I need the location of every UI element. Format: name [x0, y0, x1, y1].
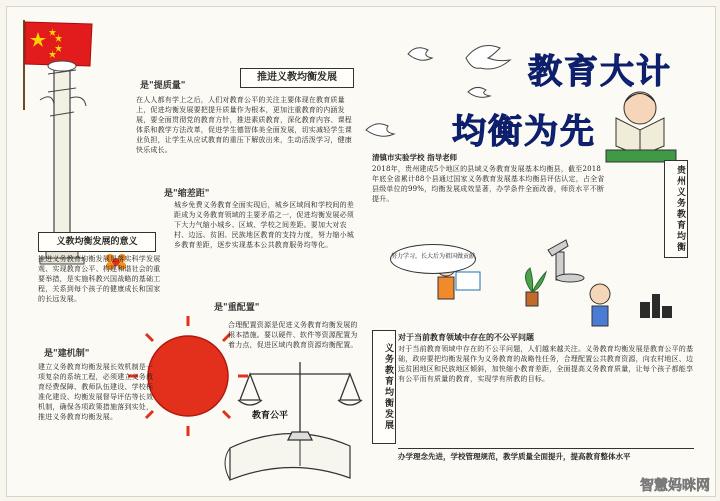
book-illustration	[225, 432, 350, 480]
footer-line: 办学理念先进，学校管理规范，教学质量全面提升，提高教育整体水平	[398, 448, 694, 462]
quality-text: 在人人都有学上之后，人们对教育公平的关注主要体现在教育质量上，促进均衡发展要把提升质量作为根本，更加注重教育的内涵发展，要全面贯彻党的教育方针，推进素质教育，深化教育内容、课程体系和教学方法改革，促进学生德智体美全面发展，切实减轻学生课业负担，让学生从应试教育的重压下解放出来，生动活泼学习，健康快乐成长。	[136, 96, 352, 154]
plant-illustration	[525, 268, 546, 306]
significance-heading: 义教均衡发展的意义	[38, 232, 156, 252]
quality-label: 是"提质量"	[140, 81, 186, 91]
guizhou-vertical-heading: 贵州义务教育均衡	[664, 160, 688, 258]
config-label: 是"重配置"	[214, 303, 260, 313]
speech-bubble: 努力学习，长大后为祖国做贡献	[390, 244, 476, 274]
guizhou-author: 清镇市实验学校 指导老师	[372, 153, 458, 162]
watermark: 智慧妈咪网	[640, 478, 710, 494]
mechanism-text: 建立义务教育均衡发展长效机制是一项复杂的系统工程，必须建立义务教育经费保障、教师队伍建设、学校标准化建设、均衡发展督导评估等长效机制，确保各项政策措施落到实处，推进义务教育均衡发展。	[38, 363, 154, 421]
principle-heading: 对于当前教育领域中存在的不公平问题	[398, 332, 534, 342]
buildings-illustration	[640, 294, 672, 318]
config-text: 合理配置资源是促进义务教育均衡发展的根本措施。要以硬件、软件等资源配置为着力点，促进区域内教育资源均衡配置。	[228, 321, 358, 349]
significance-text: 推进义务教育均衡发展是落实科学发展观、实现教育公平、构建和谐社会的重要举措，是实施科教兴国战略的基础工程，关系到每个孩子的健康成长和国家的长远发展。	[38, 255, 161, 303]
guizhou-text: 2018年，贵州建成5个地区的县域义务教育发展基本均衡县，截至2018年底全省累计88个县通过国家义务教育发展基本均衡县评估认定，占全省县级单位的99%，均衡发展成效显著，办学条件全面改善，师资水平不断提升。	[372, 165, 605, 203]
principle-vertical-heading: 义务教育均衡发展	[372, 330, 396, 444]
advance-heading: 推进义教均衡发展	[240, 68, 354, 88]
poster-title-line2: 均衡为先	[452, 112, 596, 152]
reading-student-illustration	[606, 92, 676, 162]
banner-text: 教育公平	[252, 411, 289, 421]
gap-text: 城乡免费义务教育全面实现后，城乡区域间和学校间的差距成为义务教育领域的主要矛盾之一，促进均衡发展必须下大力气缩小城乡、区域、学校之间差距。要加大对农村、边远、贫困、民族地区教育的支持力度，努力缩小城乡教育差距，逐步实现基本公共教育服务均等化。	[174, 201, 354, 249]
gap-label: 是"缩差距"	[164, 189, 210, 199]
poster-title-line1: 教育大计	[528, 52, 672, 92]
principle-text: 对于当前教育领域中存在的不公平问题，人们越来越关注。义务教育均衡发展是教育公平的基础，政府要把均衡发展作为义务教育的战略性任务，合理配置公共教育资源，向农村地区、边远贫困地区和民族地区倾斜，加快缩小教育差距，全面提高义务教育质量，让每个孩子都能享有公平而有质量的教育，实现学有所教的目标。	[398, 345, 694, 383]
mechanism-label: 是"建机制"	[44, 349, 90, 359]
